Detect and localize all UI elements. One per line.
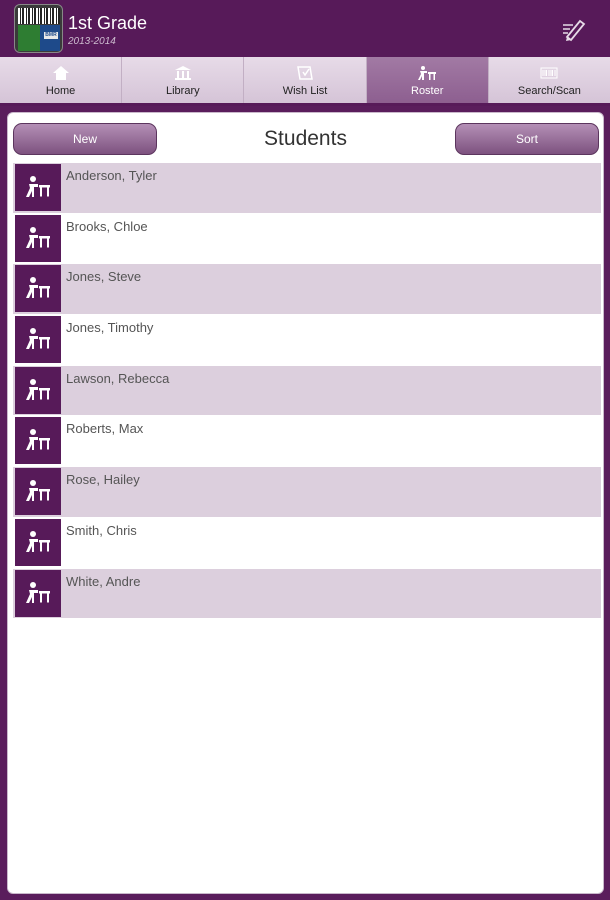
student-row[interactable] — [13, 163, 601, 214]
page-title: Students — [264, 127, 347, 150]
tab-wish-list[interactable] — [244, 57, 366, 103]
student-avatar-icon — [15, 164, 61, 211]
roster-icon — [417, 65, 437, 81]
student-avatar-icon — [15, 367, 61, 414]
student-row[interactable] — [13, 416, 601, 467]
student-name: Roberts, Max — [66, 421, 144, 437]
student-avatar-icon — [15, 215, 61, 262]
tab-label: Library — [165, 85, 200, 97]
student-name: Anderson, Tyler — [66, 168, 157, 183]
app-logo-icon: BMR — [14, 4, 63, 53]
edit-pencil-icon[interactable] — [561, 15, 589, 43]
tab-home[interactable] — [0, 57, 122, 103]
students-panel — [7, 112, 604, 894]
student-name: White, Andre — [66, 573, 141, 589]
student-avatar-icon — [15, 417, 61, 464]
student-row[interactable] — [13, 264, 601, 315]
student-row[interactable] — [13, 366, 601, 417]
student-row[interactable] — [13, 315, 601, 366]
student-avatar-icon — [15, 265, 61, 312]
student-name: Brooks, Chloe — [66, 218, 148, 234]
student-name: Jones, Steve — [66, 269, 142, 285]
school-year: 2013-2014 — [68, 36, 116, 47]
student-row[interactable] — [13, 214, 601, 265]
wish-list-icon — [295, 65, 315, 81]
tab-label: Roster — [411, 85, 444, 97]
student-name: Rose, Hailey — [66, 472, 140, 488]
title-bar — [0, 0, 610, 57]
library-icon — [173, 65, 193, 81]
student-avatar-icon — [15, 570, 61, 617]
student-row[interactable] — [13, 518, 601, 569]
tab-label: Wish List — [282, 85, 328, 97]
tab-search-scan[interactable] — [489, 57, 610, 103]
tab-roster[interactable] — [367, 57, 489, 103]
student-avatar-icon — [15, 468, 61, 515]
barcode-icon — [539, 65, 559, 81]
student-avatar-icon — [15, 519, 61, 566]
home-icon — [51, 65, 71, 81]
tab-label: Search/Scan — [517, 85, 581, 97]
tab-label: Home — [45, 85, 76, 97]
tab-library[interactable] — [122, 57, 244, 103]
student-row[interactable] — [13, 569, 601, 620]
sort-button[interactable]: Sort — [455, 123, 599, 155]
class-title: 1st Grade — [68, 13, 148, 33]
student-list — [13, 163, 601, 619]
student-row[interactable] — [13, 467, 601, 518]
student-name: Lawson, Rebecca — [66, 370, 170, 386]
tab-bar — [0, 57, 610, 106]
student-name: Jones, Timothy — [66, 320, 154, 336]
new-student-button[interactable]: New — [13, 123, 157, 155]
student-avatar-icon — [15, 316, 61, 363]
student-name: Smith, Chris — [66, 522, 137, 538]
